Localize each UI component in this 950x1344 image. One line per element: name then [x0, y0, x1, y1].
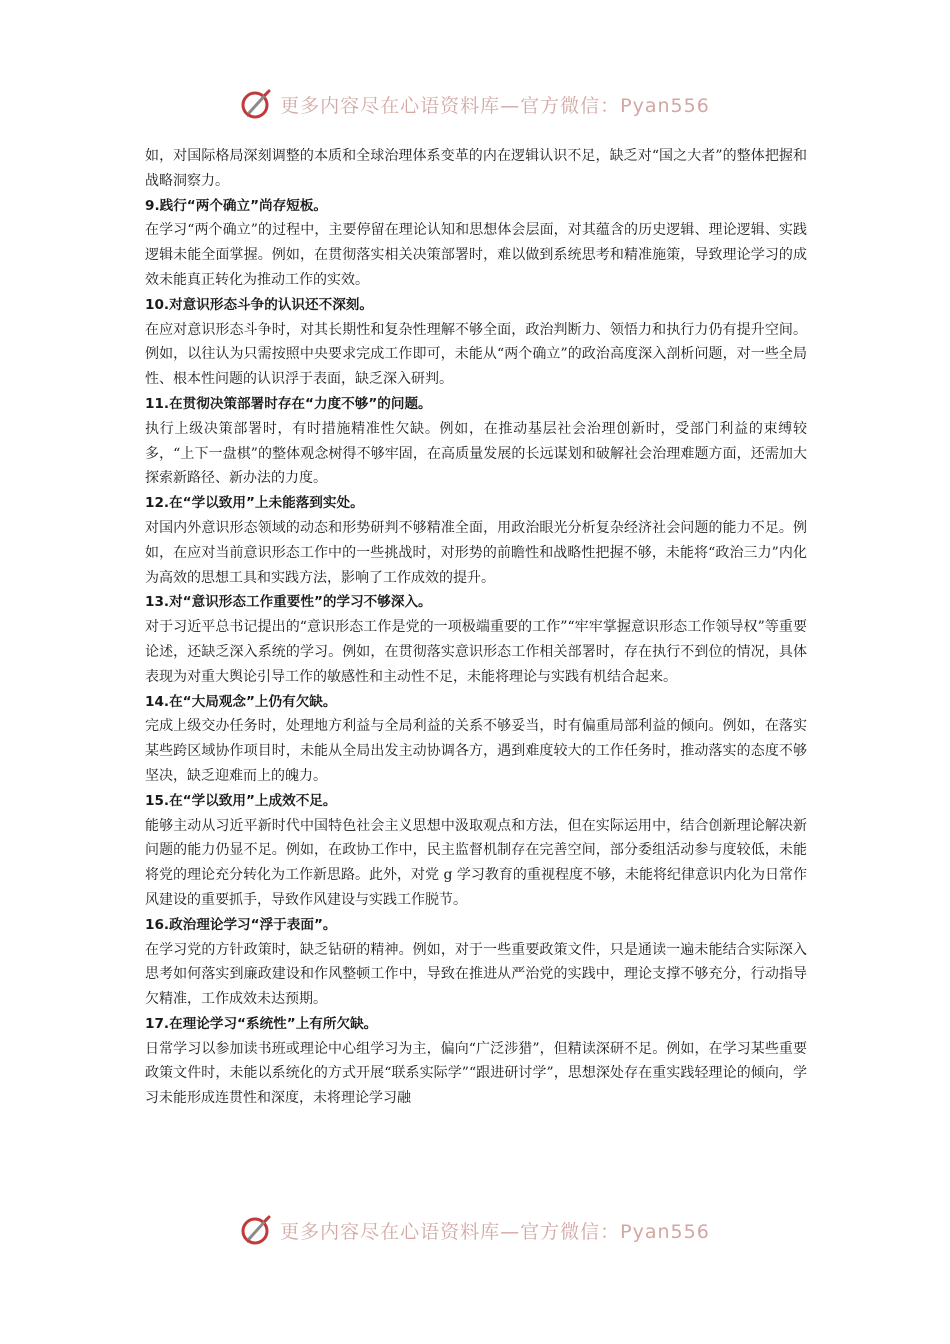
- section-heading: 15.在“学以致用”上成效不足。: [145, 792, 337, 809]
- header-watermark: [0, 84, 950, 124]
- paragraph: 如，对国际格局深刻调整的本质和全球治理体系变革的内在逻辑认识不足，缺乏对“国之大者”的整体把握和战略洞察力。: [145, 148, 807, 189]
- watermark-text: 更多内容尽在心语资料库—官方微信：Pyan556: [280, 1220, 710, 1243]
- section-heading: 11.在贯彻决策部署时存在“力度不够”的问题。: [145, 395, 432, 412]
- paragraph: 完成上级交办任务时，处理地方利益与全局利益的关系不够妥当，时有偏重局部利益的倾向。例如，在落实某些跨区域协作项目时，未能从全局出发主动协调各方，遇到难度较大的工作任务时，推动落实的态度不够坚决，缺乏迎难而上的魄力。: [145, 718, 807, 784]
- document-body: [145, 144, 807, 1111]
- section-heading: 9.践行“两个确立”尚存短板。: [145, 197, 328, 214]
- section-heading: 14.在“大局观念”上仍有欠缺。: [145, 693, 337, 710]
- section-heading: 13.对“意识形态工作重要性”的学习不够深入。: [145, 594, 432, 611]
- paragraph: 在学习“两个确立”的过程中，主要停留在理论认知和思想体会层面，对其蕴含的历史逻辑、理论逻辑、实践逻辑未能全面掌握。例如，在贯彻落实相关决策部署时，难以做到系统思考和精准施策，导致理论学习的成效未能真正转化为推动工作的实效。: [145, 222, 807, 288]
- paragraph: 能够主动从习近平新时代中国特色社会主义思想中汲取观点和方法，但在实际运用中，结合创新理论解决新问题的能力仍显不足。例如，在政协工作中，民主监督机制存在完善空间，部分委组活动参与度较低，未能将党的理论充分转化为工作新思路。此外，对党 g 学习教育的重视程度不够，未能将纪律意识内化为日常作风建设的重要抓手，导致作风建设与实践工作脱节。: [145, 817, 807, 908]
- paragraph: 对国内外意识形态领域的动态和形势研判不够精准全面，用政治眼光分析复杂经济社会问题的能力不足。例如，在应对当前意识形态工作中的一些挑战时，对形势的前瞻性和战略性把握不够，未能将“政治三力”内化为高效的思想工具和实践方法，影响了工作成效的提升。: [145, 519, 807, 586]
- pen-logo-icon: [240, 1213, 274, 1247]
- paragraph: 在应对意识形态斗争时，对其长期性和复杂性理解不够全面，政治判断力、领悟力和执行力仍有提升空间。例如，以往认为只需按照中央要求完成工作即可，未能从“两个确立”的政治高度深入剖析问题，对一些全局性、根本性问题的认识浮于表面，缺乏深入研判。: [145, 321, 807, 388]
- paragraph: 对于习近平总书记提出的“意识形态工作是党的一项极端重要的工作”“牢牢掌握意识形态工作领导权”等重要论述，还缺乏深入系统的学习。例如，在贯彻落实意识形态工作相关部署时，存在执行不到位的情况，具体表现为对重大舆论引导工作的敏感性和主动性不足，未能将理论与实践有机结合起来。: [145, 619, 807, 685]
- footer-watermark: [0, 1210, 950, 1250]
- pen-logo-icon: [240, 87, 274, 121]
- section-heading: 12.在“学以致用”上未能落到实处。: [145, 495, 364, 512]
- paragraph: 日常学习以参加读书班或理论中心组学习为主，偏向“广泛涉猎”，但精读深研不足。例如，在学习某些重要政策文件时，未能以系统化的方式开展“联系实际学”“跟进研讨学”，思想深处存在重实践轻理论的倾向，学习未能形成连贯性和深度，未将理论学习融: [145, 1040, 807, 1107]
- watermark-text: 更多内容尽在心语资料库—官方微信：Pyan556: [280, 94, 710, 117]
- section-heading: 17.在理论学习“系统性”上有所欠缺。: [145, 1015, 378, 1032]
- paragraph: 执行上级决策部署时，有时措施精准性欠缺。例如，在推动基层社会治理创新时，受部门利益的束缚较多，“上下一盘棋”的整体观念树得不够牢固，在高质量发展的长远谋划和破解社会治理难题方面，还需加大探索新路径、新办法的力度。: [145, 420, 807, 487]
- paragraph: 在学习党的方针政策时，缺乏钻研的精神。例如，对于一些重要政策文件，只是通读一遍未能结合实际深入思考如何落实到廉政建设和作风整顿工作中，导致在推进从严治党的实践中，理论支撑不够充分，行动指导欠精准，工作成效未达预期。: [145, 941, 807, 1008]
- section-heading: 10.对意识形态斗争的认识还不深刻。: [145, 296, 373, 313]
- section-heading: 16.政治理论学习“浮于表面”。: [145, 916, 337, 933]
